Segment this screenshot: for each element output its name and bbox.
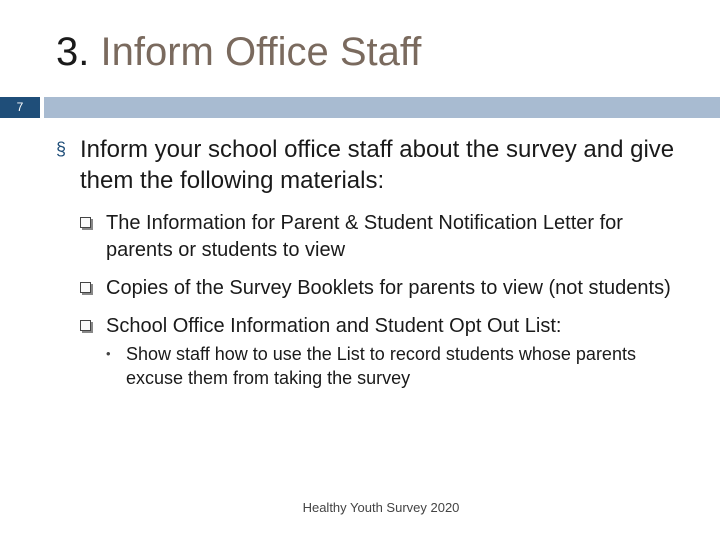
- slide-number: 7: [0, 97, 40, 118]
- list-item: [80, 313, 680, 390]
- materials-list: [80, 210, 680, 401]
- nested-list-item-text: Show staff how to use the List to record students whose parents excuse them from taking the survey: [126, 344, 636, 388]
- list-item: [80, 210, 680, 264]
- checkbox-bullet-icon: [80, 217, 91, 228]
- list-item: [80, 275, 680, 302]
- dot-bullet-icon: •: [106, 346, 111, 361]
- checkbox-bullet-icon: [80, 282, 91, 293]
- list-item-text: The Information for Parent & Student Notification Letter for parents or students to view: [106, 212, 623, 261]
- title-text: Inform Office Staff: [100, 30, 422, 74]
- nested-list-item: [106, 342, 680, 390]
- footer: Healthy Youth Survey 2020: [302, 500, 460, 515]
- section-marker-icon: §: [56, 139, 67, 159]
- checkbox-bullet-icon: [80, 320, 91, 331]
- title-number: 3.: [56, 30, 90, 74]
- header-bar: [44, 97, 720, 118]
- list-item-text: Copies of the Survey Booklets for parents to view (not students): [106, 277, 671, 299]
- list-item-text: School Office Information and Student Opt Out List:: [106, 315, 562, 337]
- main-bullet: [56, 134, 696, 196]
- main-bullet-text: Inform your school office staff about the survey and give them the following materials:: [80, 136, 675, 194]
- slide-title: [56, 28, 421, 76]
